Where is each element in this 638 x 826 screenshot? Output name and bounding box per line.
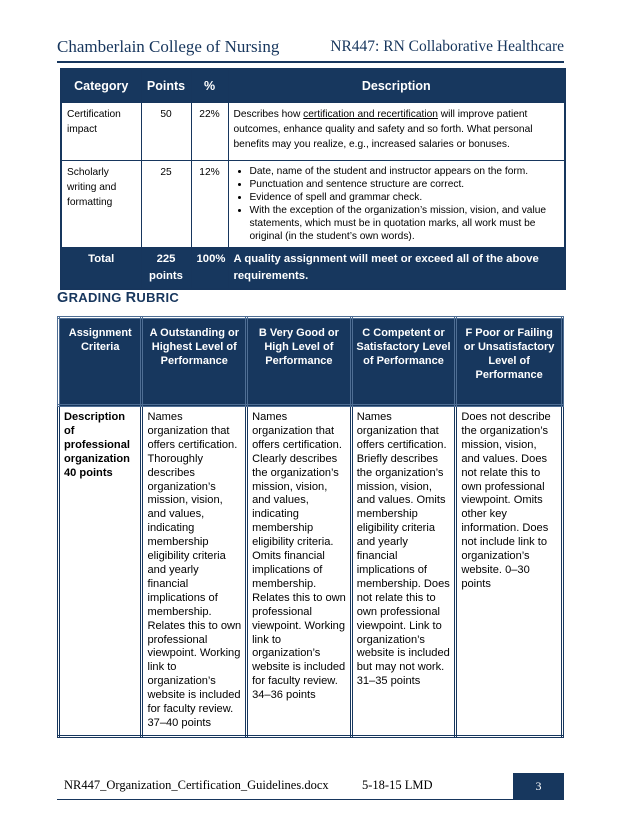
percent-cell: 22% [191,103,228,161]
desc-underlined-text: certification and recertification [303,109,438,120]
rubric-b-cell: Names organization that offers certification. Clearly describes the organization’s mission, vision, and values, indicating membership eligibility criteria. Omits financial implications of membership. Relates this to own professional viewpoint. Working link to organization’s website is included for faculty review. 34–36 points [247,406,352,737]
header-percent: % [191,69,228,103]
table-row [59,406,563,737]
page-header [57,37,564,59]
page-number: 3 [513,773,564,800]
bullet-list [234,165,560,243]
header-category: Category [61,69,141,103]
description-cell [228,161,565,248]
category-table-header [61,69,565,103]
category-cell: Scholarly writing and formatting [61,161,141,248]
category-cell: Certification impact [61,103,141,161]
table-row [61,103,565,161]
percent-cell: 12% [191,161,228,248]
rubric-header-f: F Poor or Failing or Unsatisfactory Level of Performance [456,318,563,406]
list-item: • Evidence of spell and grammar check. [250,191,560,204]
header-description: Description [228,69,565,103]
desc-text: Describes how [233,109,304,120]
section-title [57,290,179,306]
header-points: Points [141,69,191,103]
total-percent: 100% [191,248,228,290]
rubric-criteria-cell: Description of professional organization 40 points [59,406,142,737]
rubric-f-cell: Does not describe the organization’s mission, vision, and values. Does not relate this to own professional viewpoint. Omits other key information. Does not include link to organization’s website. 0–30 points [456,406,563,737]
points-cell: 25 [141,161,191,248]
section-title-initial: R [125,290,137,306]
description-cell [228,103,565,161]
rubric-header-c: C Competent or Satisfactory Level of Performance [351,318,456,406]
rubric-header-a: A Outstanding or Highest Level of Performance [142,318,247,406]
list-item: • With the exception of the organization’s mission, vision, and value statements, which must be in quotation marks, all work must be original (in the student’s own words). [250,204,560,243]
footer-rule [57,799,513,800]
rubric-header-row [59,318,563,406]
footer-filename: NR447_Organization_Certification_Guidelines.docx [64,778,329,792]
rubric-a-cell: Names organization that offers certification. Thoroughly describes organization’s mission, vision, and values, indicating membership eligibility criteria and yearly financial implications of membership. Relates this to own professional viewpoint. Working link to organization’s website is included for faculty review. 37–40 points [142,406,247,737]
rubric-header-criteria: Assignment Criteria [59,318,142,406]
category-table [60,68,566,290]
table-row [61,161,565,248]
college-name: Chamberlain College of Nursing [57,37,280,56]
total-label: Total [61,248,141,290]
course-title: NR447: RN Collaborative Healthcare [330,38,564,55]
total-description: A quality assignment will meet or exceed all of the above requirements. [228,248,565,290]
points-cell: 50 [141,103,191,161]
total-points: 225 points [141,248,191,290]
desc-text: will improve patient outcomes, enhance quality and safety and so forth. What personal benefits may you realize, e.g., increased salaries or bonuses. [233,109,533,150]
list-item: • Punctuation and sentence structure are correct. [250,178,560,191]
list-item: • Date, name of the student and instructor appears on the form. [250,165,560,178]
total-row [61,248,565,290]
section-title-initial: G [57,290,69,306]
rubric-c-cell: Names organization that offers certification. Briefly describes the organization’s mission, vision, and values. Omits membership eligibility criteria and yearly financial implications of membership. Does not relate this to own professional viewpoint. Link to organization’s website is included but may not work. 31–35 points [351,406,456,737]
rubric-header-b: B Very Good or High Level of Performance [247,318,352,406]
grading-rubric-table [57,316,564,738]
header-rule [57,61,564,63]
section-title-text: RADING [68,290,126,305]
section-title-text: UBRIC [136,290,180,305]
footer-date: 5-18-15 LMD [362,778,433,792]
